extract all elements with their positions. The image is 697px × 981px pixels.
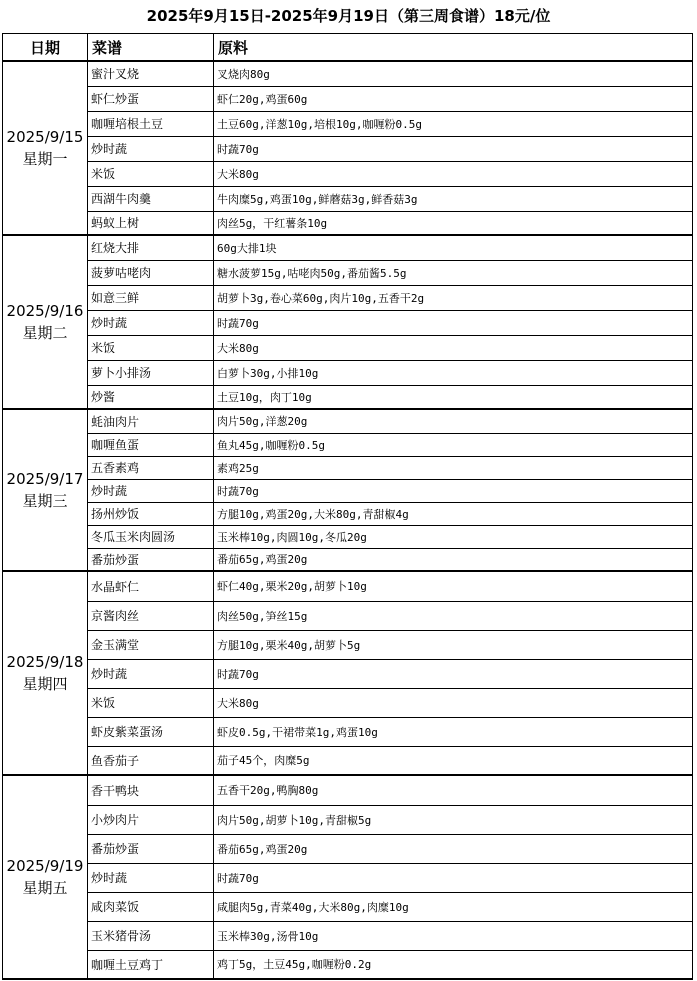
ingredients-cell: 鱼丸45g,咖喱粉0.5g bbox=[214, 433, 693, 456]
dish-cell: 鱼香茄子 bbox=[88, 746, 214, 775]
dish-cell: 如意三鲜 bbox=[88, 285, 214, 310]
date-text: 2025/9/19 bbox=[6, 857, 84, 875]
ingredients-cell: 鸡丁5g，土豆45g,咖喱粉0.2g bbox=[214, 950, 693, 979]
dish-cell: 炒时蔬 bbox=[88, 136, 214, 161]
table-row bbox=[3, 525, 693, 548]
ingredients-cell: 时蔬70g bbox=[214, 136, 693, 161]
weekday-text: 星期一 bbox=[22, 150, 68, 168]
date-cell bbox=[3, 61, 88, 235]
menu-body bbox=[3, 61, 693, 979]
date-text: 2025/9/17 bbox=[6, 470, 84, 488]
table-row bbox=[3, 136, 693, 161]
dish-cell: 金玉满堂 bbox=[88, 630, 214, 659]
ingredients-cell: 肉丝5g，干红薯条10g bbox=[214, 211, 693, 235]
ingredients-cell: 番茄65g,鸡蛋20g bbox=[214, 834, 693, 863]
weekday-text: 星期二 bbox=[22, 324, 68, 342]
table-row bbox=[3, 601, 693, 630]
ingredients-cell: 虾仁40g,栗米20g,胡萝卜10g bbox=[214, 571, 693, 601]
table-row bbox=[3, 863, 693, 892]
dish-cell: 咖喱鱼蛋 bbox=[88, 433, 214, 456]
table-row bbox=[3, 385, 693, 409]
table-row bbox=[3, 235, 693, 260]
table-row bbox=[3, 746, 693, 775]
ingredients-cell: 时蔬70g bbox=[214, 479, 693, 502]
table-row bbox=[3, 805, 693, 834]
ingredients-cell: 大米80g bbox=[214, 688, 693, 717]
ingredients-cell: 牛肉糜5g,鸡蛋10g,鲜蘑菇3g,鲜香菇3g bbox=[214, 186, 693, 211]
ingredients-cell: 土豆60g,洋葱10g,培根10g,咖喱粉0.5g bbox=[214, 111, 693, 136]
table-row bbox=[3, 548, 693, 571]
dish-cell: 西湖牛肉羹 bbox=[88, 186, 214, 211]
table-row bbox=[3, 310, 693, 335]
dish-cell: 小炒肉片 bbox=[88, 805, 214, 834]
table-row bbox=[3, 571, 693, 601]
dish-cell: 虾皮紫菜蛋汤 bbox=[88, 717, 214, 746]
dish-cell: 咸肉菜饭 bbox=[88, 892, 214, 921]
table-row bbox=[3, 834, 693, 863]
dish-cell: 红烧大排 bbox=[88, 235, 214, 260]
dish-cell: 炒时蔬 bbox=[88, 659, 214, 688]
table-row bbox=[3, 456, 693, 479]
date-text: 2025/9/16 bbox=[6, 302, 84, 320]
dish-cell: 香干鸭块 bbox=[88, 775, 214, 805]
table-row bbox=[3, 775, 693, 805]
dish-cell: 米饭 bbox=[88, 161, 214, 186]
dish-cell: 咖喱土豆鸡丁 bbox=[88, 950, 214, 979]
table-row bbox=[3, 409, 693, 433]
ingredients-cell: 时蔬70g bbox=[214, 863, 693, 892]
dish-cell: 蚂蚁上树 bbox=[88, 211, 214, 235]
table-row bbox=[3, 86, 693, 111]
dish-cell: 五香素鸡 bbox=[88, 456, 214, 479]
table-row bbox=[3, 360, 693, 385]
date-cell bbox=[3, 571, 88, 775]
dish-cell: 京酱肉丝 bbox=[88, 601, 214, 630]
ingredients-cell: 咸腿肉5g,青菜40g,大米80g,肉糜10g bbox=[214, 892, 693, 921]
dish-cell: 扬州炒饭 bbox=[88, 502, 214, 525]
table-row bbox=[3, 892, 693, 921]
table-row bbox=[3, 502, 693, 525]
dish-cell: 萝卜小排汤 bbox=[88, 360, 214, 385]
date-text: 2025/9/18 bbox=[6, 653, 84, 671]
table-row bbox=[3, 717, 693, 746]
dish-cell: 炒时蔬 bbox=[88, 479, 214, 502]
ingredients-cell: 时蔬70g bbox=[214, 659, 693, 688]
ingredients-cell: 素鸡25g bbox=[214, 456, 693, 479]
dish-cell: 番茄炒蛋 bbox=[88, 834, 214, 863]
table-row bbox=[3, 335, 693, 360]
dish-cell: 米饭 bbox=[88, 688, 214, 717]
table-row bbox=[3, 921, 693, 950]
ingredients-cell: 胡萝卜3g,卷心菜60g,肉片10g,五香干2g bbox=[214, 285, 693, 310]
header-date: 日期 bbox=[3, 34, 88, 62]
table-row bbox=[3, 479, 693, 502]
ingredients-cell: 土豆10g，肉丁10g bbox=[214, 385, 693, 409]
dish-cell: 炒时蔬 bbox=[88, 310, 214, 335]
table-row bbox=[3, 950, 693, 979]
menu-table bbox=[2, 33, 693, 980]
dish-cell: 番茄炒蛋 bbox=[88, 548, 214, 571]
ingredients-cell: 玉米棒30g,汤骨10g bbox=[214, 921, 693, 950]
date-cell bbox=[3, 235, 88, 409]
header-ingredients: 原料 bbox=[214, 34, 693, 62]
ingredients-cell: 番茄65g,鸡蛋20g bbox=[214, 548, 693, 571]
dish-cell: 米饭 bbox=[88, 335, 214, 360]
table-row bbox=[3, 659, 693, 688]
ingredients-cell: 玉米棒10g,肉圆10g,冬瓜20g bbox=[214, 525, 693, 548]
ingredients-cell: 虾仁20g,鸡蛋60g bbox=[214, 86, 693, 111]
dish-cell: 虾仁炒蛋 bbox=[88, 86, 214, 111]
weekday-text: 星期三 bbox=[22, 492, 68, 510]
ingredients-cell: 虾皮0.5g,干裙带菜1g,鸡蛋10g bbox=[214, 717, 693, 746]
table-row bbox=[3, 630, 693, 659]
table-row bbox=[3, 285, 693, 310]
dish-cell: 蜜汁叉烧 bbox=[88, 61, 214, 86]
dish-cell: 水晶虾仁 bbox=[88, 571, 214, 601]
dish-cell: 炒时蔬 bbox=[88, 863, 214, 892]
ingredients-cell: 大米80g bbox=[214, 161, 693, 186]
date-cell bbox=[3, 775, 88, 979]
table-row bbox=[3, 688, 693, 717]
table-row bbox=[3, 433, 693, 456]
header-dish: 菜谱 bbox=[88, 34, 214, 62]
ingredients-cell: 60g大排1块 bbox=[214, 235, 693, 260]
ingredients-cell: 白萝卜30g,小排10g bbox=[214, 360, 693, 385]
weekday-text: 星期四 bbox=[22, 675, 68, 693]
date-text: 2025/9/15 bbox=[6, 128, 84, 146]
ingredients-cell: 大米80g bbox=[214, 335, 693, 360]
ingredients-cell: 肉片50g,洋葱20g bbox=[214, 409, 693, 433]
table-row bbox=[3, 260, 693, 285]
dish-cell: 玉米猪骨汤 bbox=[88, 921, 214, 950]
ingredients-cell: 茄子45个，肉糜5g bbox=[214, 746, 693, 775]
ingredients-cell: 叉烧肉80g bbox=[214, 61, 693, 86]
header-row bbox=[3, 34, 693, 62]
dish-cell: 冬瓜玉米肉圆汤 bbox=[88, 525, 214, 548]
ingredients-cell: 五香干20g,鸭胸80g bbox=[214, 775, 693, 805]
dish-cell: 炒酱 bbox=[88, 385, 214, 409]
table-row bbox=[3, 61, 693, 86]
ingredients-cell: 方腿10g,栗米40g,胡萝卜5g bbox=[214, 630, 693, 659]
ingredients-cell: 时蔬70g bbox=[214, 310, 693, 335]
dish-cell: 蚝油肉片 bbox=[88, 409, 214, 433]
page-title: 2025年9月15日-2025年9月19日（第三周食谱）18元/位 bbox=[146, 7, 551, 25]
weekday-text: 星期五 bbox=[22, 879, 68, 897]
ingredients-cell: 糖水菠萝15g,咕咾肉50g,番茄酱5.5g bbox=[214, 260, 693, 285]
ingredients-cell: 肉丝50g,笋丝15g bbox=[214, 601, 693, 630]
table-row bbox=[3, 161, 693, 186]
ingredients-cell: 方腿10g,鸡蛋20g,大米80g,青甜椒4g bbox=[214, 502, 693, 525]
ingredients-cell: 肉片50g,胡萝卜10g,青甜椒5g bbox=[214, 805, 693, 834]
dish-cell: 菠萝咕咾肉 bbox=[88, 260, 214, 285]
table-row bbox=[3, 211, 693, 235]
table-row bbox=[3, 186, 693, 211]
table-row bbox=[3, 111, 693, 136]
dish-cell: 咖喱培根土豆 bbox=[88, 111, 214, 136]
date-cell bbox=[3, 409, 88, 571]
